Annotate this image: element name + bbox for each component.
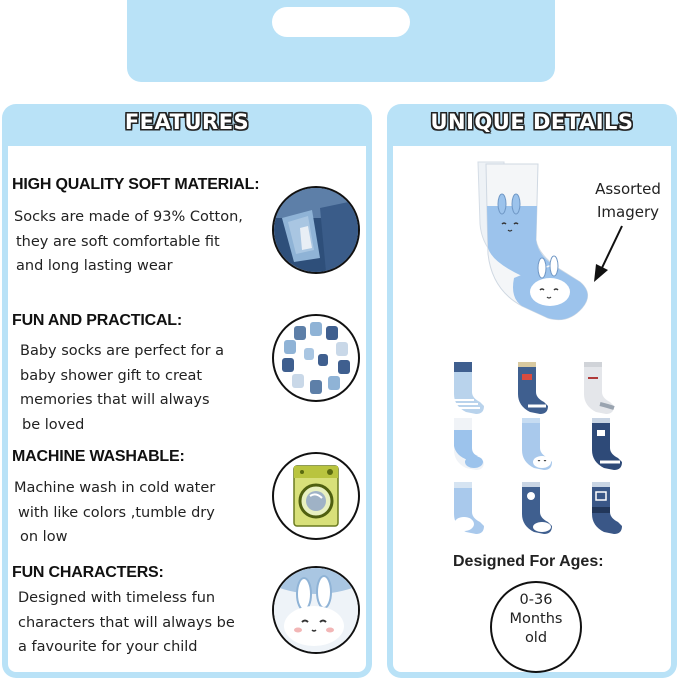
feature-line: baby shower gift to creat — [20, 367, 203, 384]
feature-line: be loved — [22, 416, 85, 433]
feature-line: Socks are made of 93% Cotton, — [14, 209, 243, 225]
featured-sock-image — [462, 158, 594, 328]
bunny-face-icon — [272, 566, 360, 654]
feature-line: on low — [20, 529, 68, 545]
sock-collection-icon — [272, 314, 360, 402]
feature-line: Machine wash in cold water — [14, 480, 216, 496]
feature-line: with like colors ,tumble dry — [18, 504, 215, 521]
sock-thumbnail — [448, 480, 488, 536]
feature-line: and long lasting wear — [16, 258, 173, 274]
feature-heading-washable: MACHINE WASHABLE: — [12, 448, 185, 465]
feature-heading-material: HIGH QUALITY SOFT MATERIAL: — [12, 176, 260, 193]
pointer-arrow-icon — [590, 222, 630, 286]
feature-line: they are soft comfortable fit — [16, 233, 220, 250]
assorted-imagery-label — [588, 178, 668, 224]
sock-thumbnail — [578, 360, 618, 416]
assorted-line: Imagery — [596, 203, 660, 221]
feature-text-characters — [18, 586, 235, 660]
ages-line: 0-36 — [519, 592, 553, 608]
washing-machine-icon — [272, 452, 360, 540]
banner-slot — [272, 7, 410, 37]
sock-thumbnail — [516, 480, 556, 536]
feature-text-material — [14, 205, 243, 279]
feature-line: memories that will always — [20, 392, 210, 408]
ages-line: Months — [509, 611, 563, 627]
feature-line: Designed with timeless fun — [18, 590, 216, 606]
feature-heading-practical: FUN AND PRACTICAL: — [12, 312, 183, 329]
ages-line: old — [524, 630, 548, 646]
sock-thumbnail — [586, 416, 626, 472]
ages-badge — [490, 581, 582, 673]
assorted-line: Assorted — [595, 180, 661, 198]
features-title: FEATURES — [124, 110, 250, 134]
sock-thumbnail — [586, 480, 626, 536]
sock-thumbnail — [512, 360, 552, 416]
sock-thumbnail — [448, 360, 488, 416]
ages-heading: Designed For Ages: — [453, 553, 604, 570]
unique-details-title: UNIQUE DETAILS — [430, 110, 634, 134]
sock-thumbnail — [448, 416, 488, 472]
top-banner-tab — [127, 0, 555, 82]
feature-line: a favourite for your child — [18, 639, 198, 655]
feature-text-washable — [14, 476, 215, 550]
sock-thumbnail — [516, 416, 556, 472]
sock-fabric-closeup-icon — [272, 186, 360, 274]
feature-text-practical — [20, 339, 224, 437]
feature-line: Baby socks are perfect for a — [20, 343, 225, 359]
feature-heading-characters: FUN CHARACTERS: — [12, 564, 164, 581]
feature-line: characters that will always be — [18, 614, 235, 631]
